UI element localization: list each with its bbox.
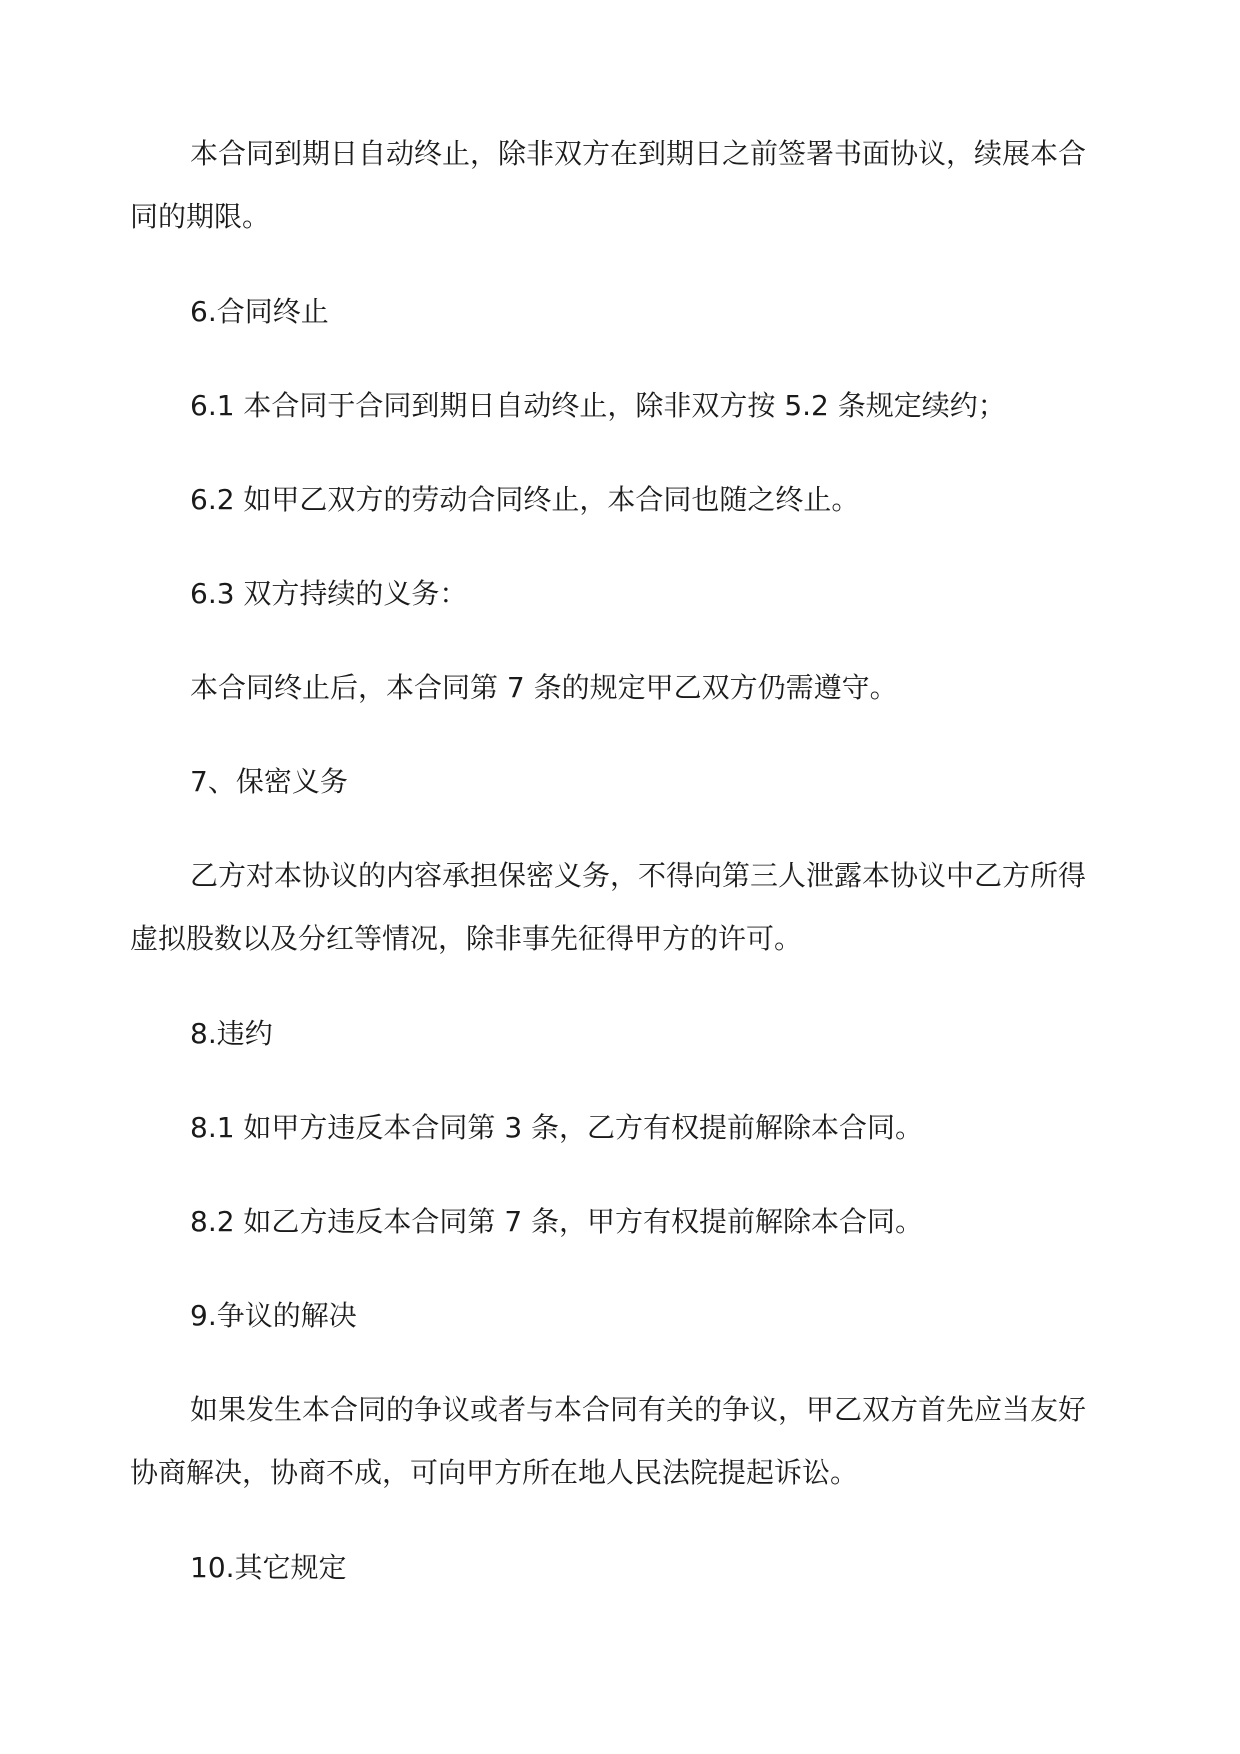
- section-heading: 8.违约: [190, 1017, 273, 1050]
- section-heading: 10.其它规定: [190, 1551, 347, 1584]
- paragraph-line: 虚拟股数以及分红等情况，除非事先征得甲方的许可。: [130, 922, 803, 955]
- section-heading: 9.争议的解决: [190, 1299, 357, 1332]
- paragraph-line: 同的期限。: [130, 200, 271, 233]
- section-heading: 7、保密义务: [190, 765, 348, 798]
- paragraph-line: 本合同终止后，本合同第 7 条的规定甲乙双方仍需遵守。: [190, 671, 898, 704]
- clause-line: 6.1 本合同于合同到期日自动终止，除非双方按 5.2 条规定续约；: [190, 389, 1006, 422]
- clause-line: 8.1 如甲方违反本合同第 3 条，乙方有权提前解除本合同。: [190, 1111, 924, 1144]
- paragraph-line: 乙方对本协议的内容承担保密义务，不得向第三人泄露本协议中乙方所得: [190, 859, 1087, 892]
- section-heading: 6.合同终止: [190, 295, 329, 328]
- clause-line: 6.2 如甲乙双方的劳动合同终止，本合同也随之终止。: [190, 483, 860, 516]
- paragraph-line: 本合同到期日自动终止，除非双方在到期日之前签署书面协议，续展本合: [190, 137, 1087, 170]
- paragraph-line: 协商解决，协商不成，可向甲方所在地人民法院提起诉讼。: [130, 1456, 859, 1489]
- clause-line: 6.3 双方持续的义务：: [190, 577, 468, 610]
- paragraph-line: 如果发生本合同的争议或者与本合同有关的争议，甲乙双方首先应当友好: [190, 1393, 1087, 1426]
- clause-line: 8.2 如乙方违反本合同第 7 条，甲方有权提前解除本合同。: [190, 1205, 924, 1238]
